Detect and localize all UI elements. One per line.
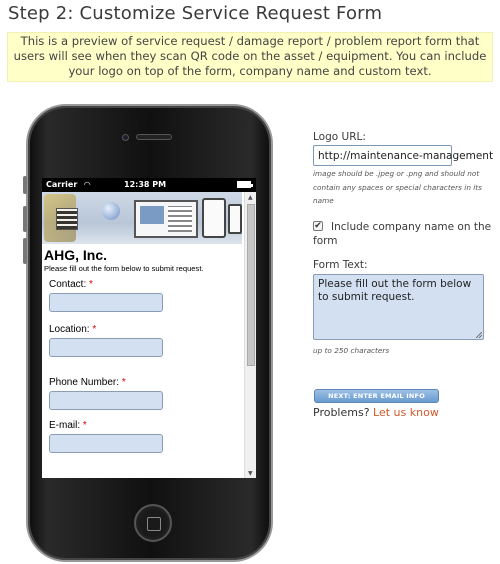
phone-speaker [136,134,172,140]
scroll-down-arrow-icon[interactable]: ▼ [248,470,253,477]
problems-line [313,406,439,419]
form-text-label: Form Text: [313,259,368,271]
qr-code-icon [56,208,78,230]
battery-icon [237,181,251,188]
include-company-label: Include company name on the form [313,221,492,247]
scroll-up-arrow-icon[interactable]: ▲ [248,194,253,201]
logo-url-value: http://maintenance-management [318,150,494,162]
phone-image [228,204,242,234]
carrier-label: Carrier [46,180,78,189]
phone-preview [26,104,273,562]
phone-screen [42,178,256,478]
email-input[interactable] [49,434,163,453]
form-text-textarea[interactable] [313,274,484,340]
form-instructions: Please fill out the form below to submit request. [44,264,204,273]
phone-mute-switch [23,176,27,194]
home-button [134,504,172,542]
phone-status-bar [42,178,256,192]
status-time: 12:38 PM [124,180,167,189]
form-text-value: Please fill out the form below to submit request. [318,278,472,303]
globe-icon [102,202,120,220]
next-enter-email-button[interactable]: NEXT: ENTER EMAIL INFO [314,389,439,403]
resize-grip-icon[interactable] [476,332,482,338]
location-label: Location: * [49,324,97,335]
company-name: AHG, Inc. [44,247,108,263]
location-input[interactable] [49,338,163,357]
scrollbar-thumb[interactable] [247,204,255,366]
logo-url-input[interactable] [313,145,494,166]
form-text-hint: up to 250 characters [313,346,390,355]
monitor-image [134,200,198,238]
wifi-icon: ◠ [84,180,91,189]
phone-number-input[interactable] [49,391,163,410]
logo-hint: image should be .jpeg or .png and should not contain any spaces or special characters in its name [313,169,482,205]
phone-volume-up [23,206,27,232]
phone-scrollbar[interactable] [244,192,256,478]
email-label: E-mail: * [49,420,87,431]
intro-text: This is a preview of service request / damage report / problem report form that users will see when they scan QR code on the asset / equipment. You can include your logo on top of the form, company name and custom text. [7,32,493,82]
phone-number-label: Phone Number: * [49,377,126,388]
let-us-know-link[interactable]: Let us know [373,406,439,419]
phone-camera [122,134,129,141]
phone-volume-down [23,238,27,264]
logo-url-label: Logo URL: [313,131,366,143]
contact-label: Contact: * [49,279,93,290]
contact-input[interactable] [49,293,163,312]
page-title: Step 2: Customize Service Request Form [8,3,383,24]
logo-banner [42,192,242,244]
tablet-image [202,198,226,238]
problems-text: Problems? [313,406,370,419]
include-company-checkbox[interactable]: ✔ [314,221,322,231]
